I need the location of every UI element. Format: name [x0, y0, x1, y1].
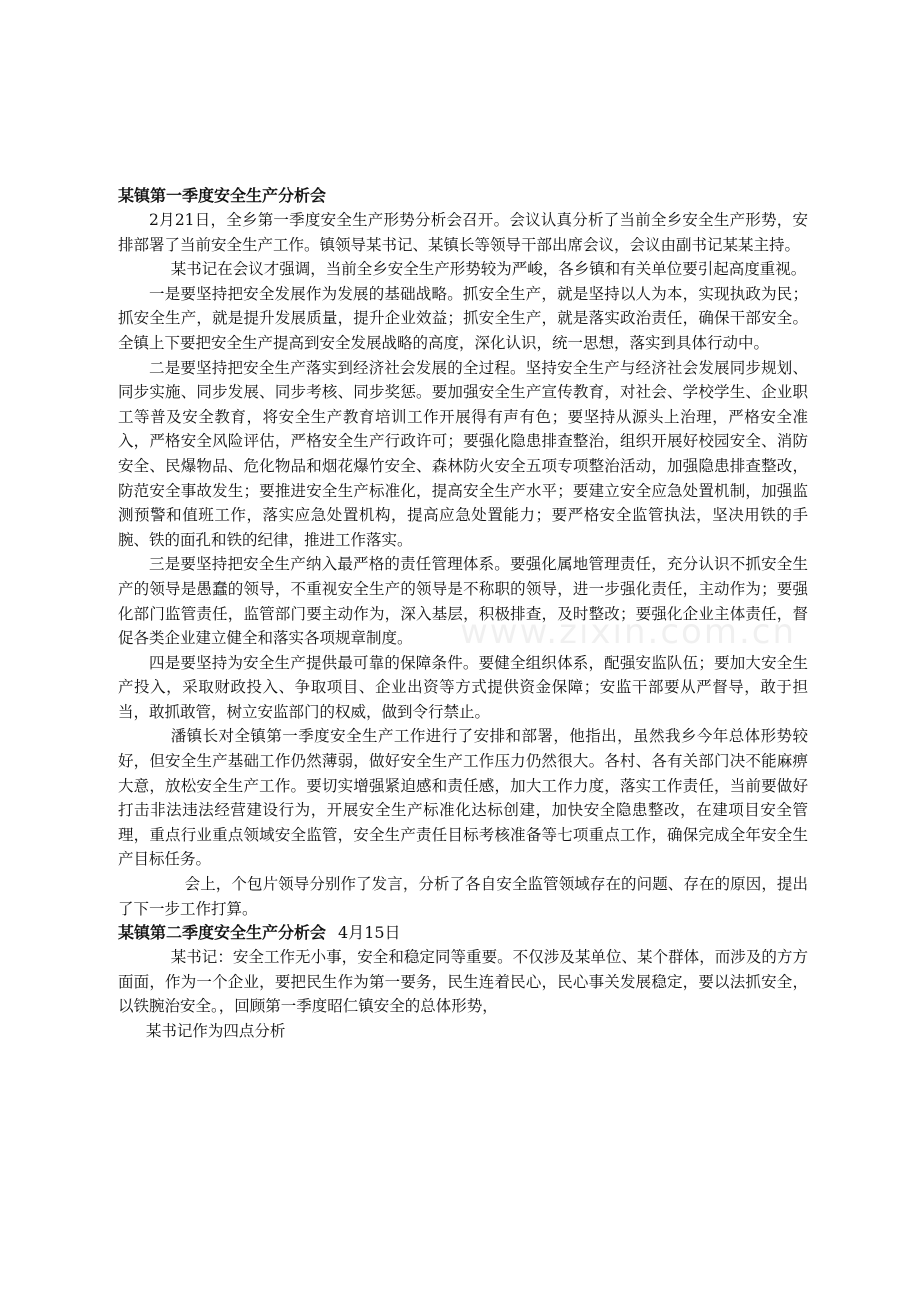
paragraph: 一是要坚持把安全发展作为发展的基础战略。抓安全生产，就是坚持以人为本，实现执政为民；抓安全生产，就是提升发展质量，提升企业效益；抓安全生产，就是落实政治责任，确保干部安全。全镇上下要把安全生产提高到安全发展战略的高度，深化认识，统一思想，落实到具体行动中。 [118, 284, 808, 352]
section-1-title [118, 184, 808, 208]
paragraph: 某书记：安全工作无小事，安全和稳定同等重要。不仅涉及某单位、某个群体，而涉及的方方面面，作为一个企业，要把民生作为第一要务，民生连着民心，民心事关发展稳定，要以法抓安全，以铁腕治安全。，回顾第一季度昭仁镇安全的总体形势， [118, 948, 808, 1016]
paragraph: 潘镇长对全镇第一季度安全生产工作进行了安排和部署，他指出，虽然我乡今年总体形势较好，但安全生产基础工作仍然薄弱，做好安全生产工作压力仍然很大。各村、各有关部门决不能麻痹大意，放松安全生产工作。要切实增强紧迫感和责任感，加大工作力度，落实工作责任，当前要做好打击非法违法经营建设行为，开展安全生产标准化达标创建，加快安全隐患整改，在建项目安全管理，重点行业重点领域安全监管，安全生产责任目标考核准备等七项重点工作，确保完成全年安全生产目标任务。 [118, 727, 808, 869]
paragraph: 四是要坚持为安全生产提供最可靠的保障条件。要健全组织体系，配强安监队伍；要加大安全生产投入，采取财政投入、争取项目、企业出资等方式提供资金保障；安监干部要从严督导，敢于担当，敢抓敢管，树立安监部门的权威，做到令行禁止。 [118, 653, 808, 721]
paragraph: 2月21日，全乡第一季度安全生产形势分析会召开。会议认真分析了当前全乡安全生产形势，安排部署了当前安全生产工作。镇领导某书记、某镇长等领导干部出席会议，会议由副书记某某主持。 [118, 211, 808, 254]
paragraph: 某书记作为四点分析 [145, 1022, 286, 1040]
paragraph: 二是要坚持把安全生产落实到经济社会发展的全过程。坚持安全生产与经济社会发展同步规划、同步实施、同步发展、同步考核、同步奖惩。要加强安全生产宣传教育，对社会、学校学生、企业职工等普及安全教育，将安全生产教育培训工作开展得有声有色；要坚持从源头上治理，严格安全准入，严格安全风险评估，严格安全生产行政许可；要强化隐患排查整治，组织开展好校园安全、消防安全、民爆物品、危化物品和烟花爆竹安全、森林防火安全五项专项整治活动，加强隐患排查整改，防范安全事故发生；要推进安全生产标准化，提高安全生产水平；要建立安全应急处置机制，加强监测预警和值班工作，落实应急处置机构，提高应急处置能力；要严格安全监管执法，坚决用铁的手腕、铁的面孔和铁的纪律，推进工作落实。 [118, 358, 808, 549]
paragraph: 三是要坚持把安全生产纳入最严格的责任管理体系。要强化属地管理责任，充分认识不抓安全生产的领导是愚蠢的领导，不重视安全生产的领导是不称职的领导，进一步强化责任，主动作为；要强化部门监管责任，监管部门要主动作为，深入基层，积极排查，及时整改；要强化企业主体责任，督促各类企业建立健全和落实各项规章制度。 [118, 555, 808, 648]
section-2-title-text: 某镇第二季度安全生产分析会 [118, 923, 327, 943]
section-2-date: 4月15日 [338, 923, 401, 943]
document-body [118, 184, 808, 1044]
section-2-title [118, 921, 808, 945]
paragraph: 某书记在会议才强调，当前全乡安全生产形势较为严峻，各乡镇和有关单位要引起高度重视。 [170, 260, 807, 279]
section-1-title-text: 某镇第一季度安全生产分析会 [118, 186, 327, 205]
watermark: www.zixin.com.cn [460, 612, 796, 652]
paragraph: 会上，个包片领导分别作了发言，分析了各自安全监管领域存在的问题、存在的原因，提出了下一步工作打算。 [118, 875, 808, 918]
